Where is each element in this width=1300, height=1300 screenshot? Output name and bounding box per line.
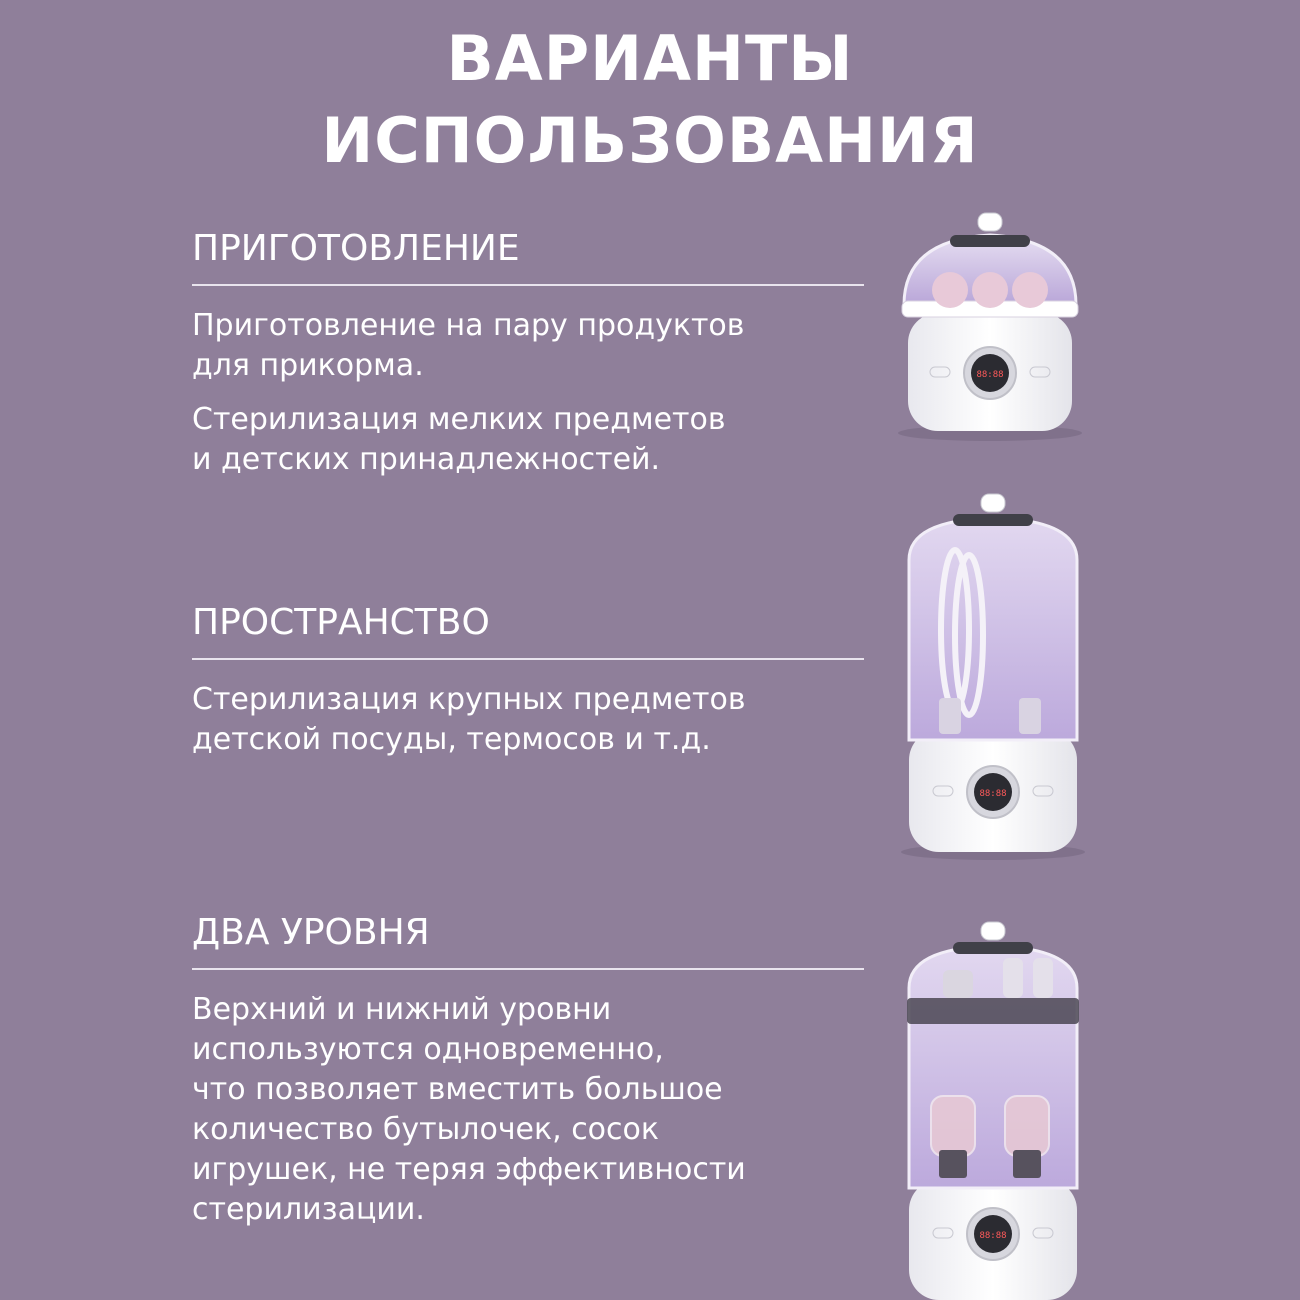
section-cooking [192, 226, 864, 480]
section-paragraph: Приготовление на пару продуктов для прикорма. [192, 308, 745, 383]
page-title-line-1: ВАРИАНТЫ [446, 22, 854, 95]
sterilizer-steamer-icon [890, 205, 1090, 445]
sterilizer-two-level-icon [893, 918, 1093, 1300]
display-digits: 88:88 [976, 370, 1004, 380]
page-title [0, 18, 1300, 182]
section-heading: ПРОСТРАНСТВО [192, 600, 864, 660]
section-paragraph: Верхний и нижний уровни используются одновременно, что позволяет вместить большое количество бутылочек, сосок игрушек, не теряя эффективности стерилизации. [192, 992, 746, 1227]
section-space [192, 600, 864, 760]
section-two-levels [192, 910, 864, 1230]
display-digits: 88:88 [979, 1231, 1007, 1241]
page-title-line-2: ИСПОЛЬЗОВАНИЯ [321, 104, 979, 177]
sterilizer-tall-icon [893, 490, 1093, 865]
display-digits: 88:88 [979, 789, 1007, 799]
section-heading: ПРИГОТОВЛЕНИЕ [192, 226, 864, 286]
section-heading: ДВА УРОВНЯ [192, 910, 864, 970]
section-paragraph: Стерилизация мелких предметов и детских принадлежностей. [192, 402, 726, 477]
section-paragraph: Стерилизация крупных предметов детской посуды, термосов и т.д. [192, 682, 746, 757]
section-body [192, 990, 864, 1230]
section-body [192, 306, 864, 480]
section-body [192, 680, 864, 760]
